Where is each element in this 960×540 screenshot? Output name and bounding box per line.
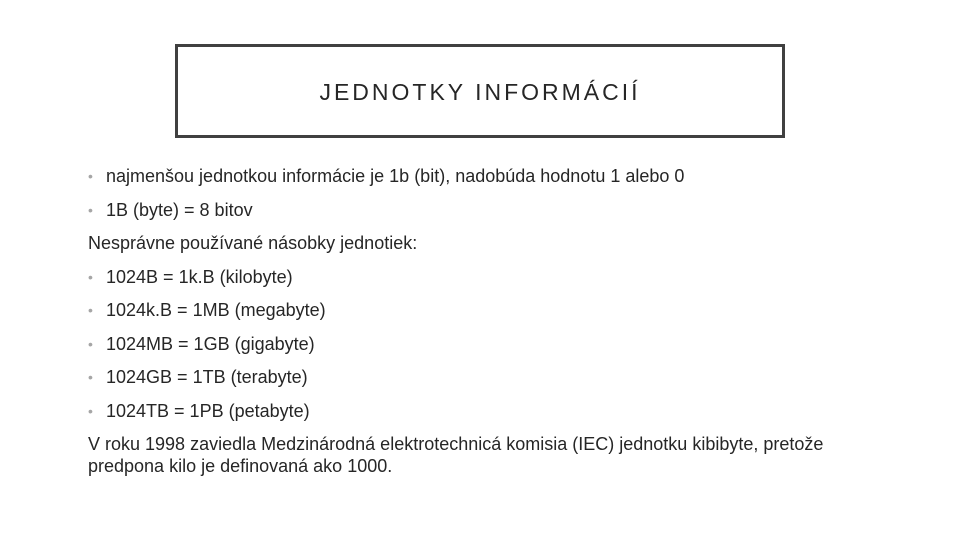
slide-content [88, 165, 888, 477]
bullet-icon: • [88, 369, 93, 385]
list-item [88, 366, 888, 388]
list-item-text: 1024GB = 1TB (terabyte) [106, 367, 308, 387]
list-item [88, 333, 888, 355]
bullet-icon: • [88, 335, 93, 352]
list-item-text: 1024TB = 1PB (petabyte) [106, 400, 310, 421]
list-item-text: 1B (byte) = 8 bitov [106, 199, 253, 220]
list-item [88, 400, 888, 422]
list-item [88, 165, 888, 187]
bullet-icon: • [88, 302, 93, 318]
subheading [88, 232, 888, 254]
title-box [175, 44, 785, 138]
slide-title: JEDNOTKY INFORMÁCIÍ [319, 78, 641, 105]
list-item-text: 1024B = 1k.B (kilobyte) [106, 266, 293, 287]
bullet-icon: • [88, 168, 93, 184]
bullet-icon: • [88, 268, 93, 285]
list-item-text: najmenšou jednotkou informácie je 1b (bit), nadobúda hodnotu 1 alebo 0 [106, 166, 685, 186]
list-item-text: 1024k.B = 1MB (megabyte) [106, 300, 326, 320]
list-item-text: 1024MB = 1GB (gigabyte) [106, 333, 315, 354]
list-item [88, 266, 888, 288]
bullet-icon: • [88, 402, 93, 419]
subheading-text: Nesprávne používané násobky jednotiek: [88, 233, 418, 253]
closing-paragraph: V roku 1998 zaviedla Medzinárodná elektrotechnicá komisia (IEC) jednotku kibibyte, pretože predpona kilo je definovaná ako 1000. [88, 434, 824, 476]
list-item [88, 299, 888, 321]
list-item [88, 199, 888, 221]
bullet-icon: • [88, 201, 93, 218]
